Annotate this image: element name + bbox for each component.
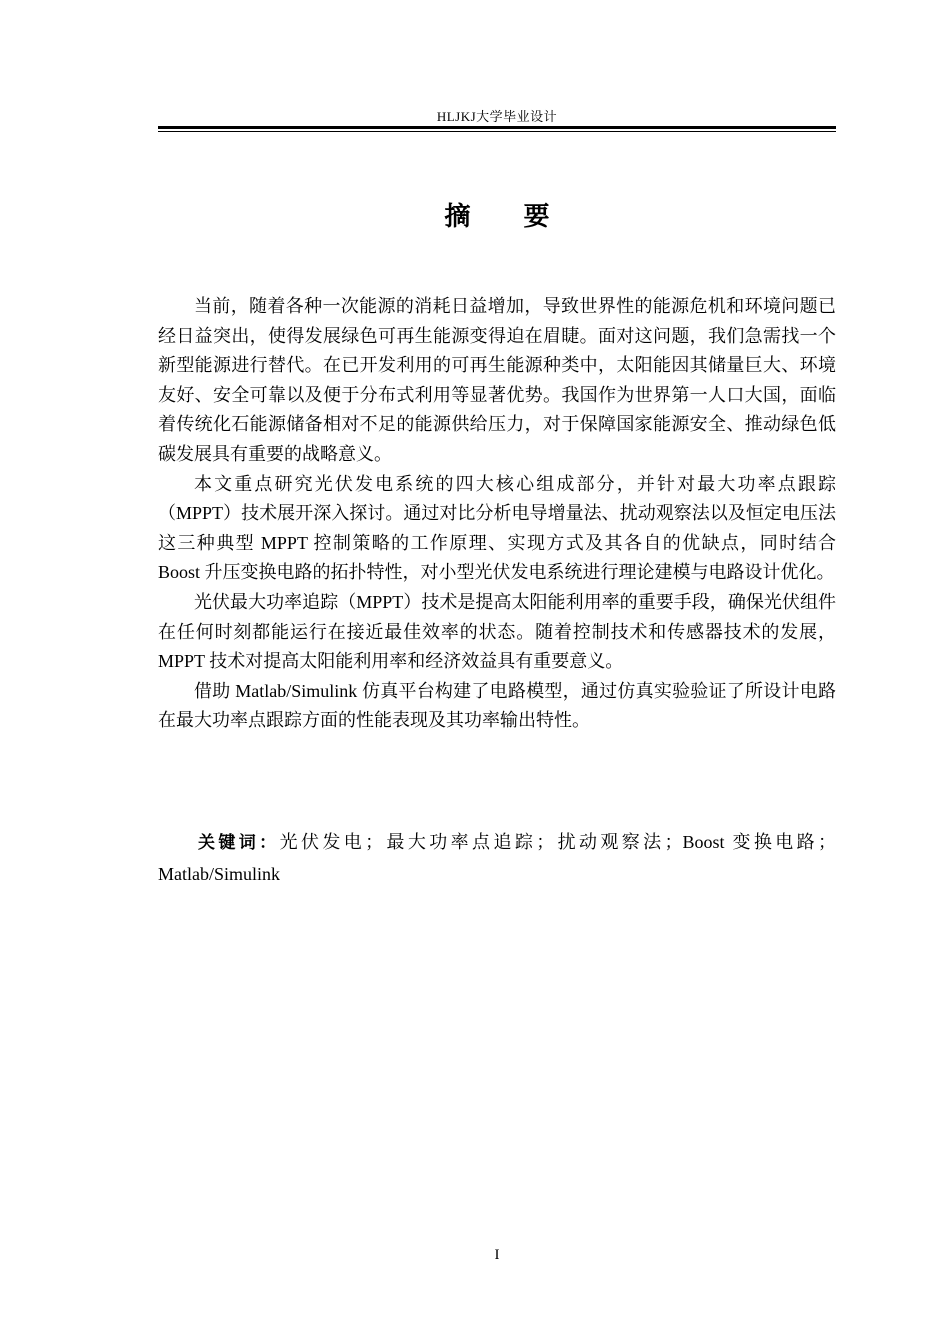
paragraph-2: 本文重点研究光伏发电系统的四大核心组成部分，并针对最大功率点跟踪（MPPT）技术展开深入探讨。通过对比分析电导增量法、扰动观察法以及恒定电压法这三种典型 MPPT 控制策略的工作原理、实现方式及其各自的优缺点，同时结合 Boost 升压变换电路的拓扑特性，对小型光伏发电系统进行理论建模与电路设计优化。 [158,473,836,583]
abstract-body [158,292,836,736]
keywords-label: 关键词： [198,833,280,853]
header-rule-thin [158,131,836,132]
keywords [158,827,836,890]
paragraph-3: 光伏最大功率追踪（MPPT）技术是提高太阳能利用率的重要手段，确保光伏组件在任何时刻都能运行在接近最佳效率的状态。随着控制技术和传感器技术的发展，MPPT 技术对提高太阳能利用率和经济效益具有重要意义。 [158,591,836,672]
header-rule-thick [158,126,836,129]
paragraph-1: 当前，随着各种一次能源的消耗日益增加，导致世界性的能源危机和环境问题已经日益突出，使得发展绿色可再生能源变得迫在眉睫。面对这问题，我们急需找一个新型能源进行替代。在已开发利用的可再生能源种类中，太阳能因其储量巨大、环境友好、安全可靠以及便于分布式利用等显著优势。我国作为世界第一人口大国，面临着传统化石能源储备相对不足的能源供给压力，对于保障国家能源安全、推动绿色低碳发展具有重要的战略意义。 [158,296,836,464]
abstract-title: 摘 要 [444,202,572,232]
paragraph-4: 借助 Matlab/Simulink 仿真平台构建了电路模型，通过仿真实验验证了所设计电路在最大功率点跟踪方面的性能表现及其功率输出特性。 [158,680,836,731]
page-header: HLJKJ大学毕业设计 [436,109,558,124]
page-number: I [494,1247,500,1263]
keywords-text: 光伏发电；最大功率点追踪；扰动观察法；Boost 变换电路；Matlab/Simulink [158,832,837,884]
